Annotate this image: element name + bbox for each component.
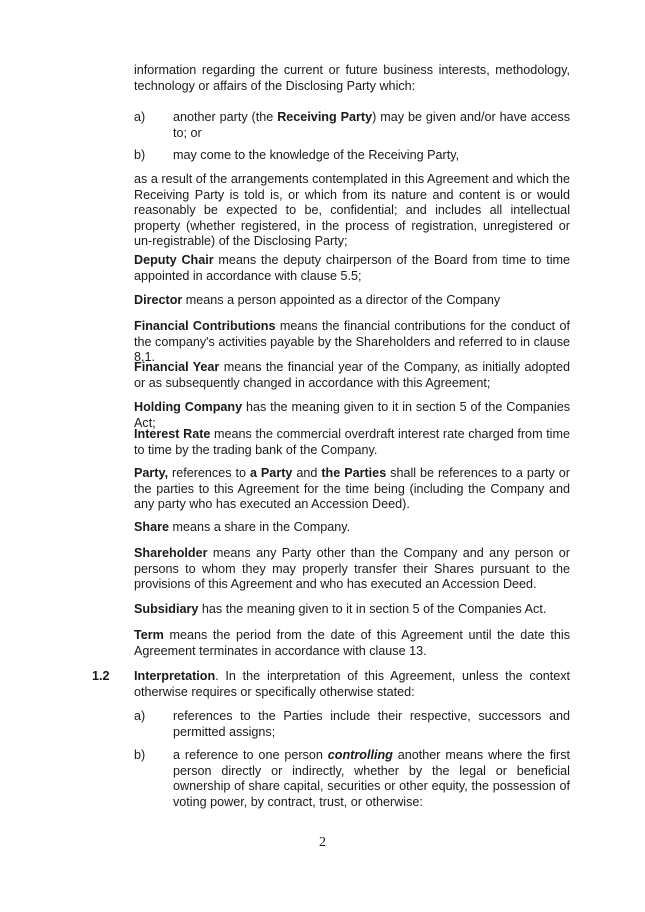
definition-financial-contributions: Financial Contributions means the financial contributions for the conduct of the company's activities payable by the Shareholders and referred to in clause 8.1. bbox=[134, 319, 570, 365]
defined-term: Party, bbox=[134, 466, 169, 480]
list-text: another party (the Receiving Party) may be given and/or have access to; or bbox=[173, 110, 571, 140]
definition-deputy-chair: Deputy Chair means the deputy chairperson of the Board from time to time appointed in accordance with clause 5.5; bbox=[134, 253, 570, 283]
definition-interest-rate: Interest Rate means the commercial overdraft interest rate charged from time to time by the trading bank of the Company. bbox=[134, 427, 570, 457]
defined-term: Deputy Chair bbox=[134, 253, 214, 267]
section-text: Interpretation. In the interpretation of this Agreement, unless the context otherwise requires or specifically otherwise stated: bbox=[134, 669, 570, 699]
intro-paragraph: information regarding the current or future business interests, methodology, technology or affairs of the Disclosing Party which: bbox=[134, 63, 570, 93]
defined-term: Financial Year bbox=[134, 360, 220, 374]
defined-term: Receiving Party bbox=[277, 110, 373, 124]
list-text: references to the Parties include their respective, successors and permitted assigns; bbox=[173, 709, 570, 739]
defined-term: Shareholder bbox=[134, 546, 208, 560]
defined-term: Share bbox=[134, 520, 170, 534]
definition-party: Party, references to a Party and the Parties shall be references to a party or the parties to this Agreement for the time being (including the Company and any party who has executed an Accession Deed). bbox=[134, 466, 570, 512]
defined-term: Subsidiary bbox=[134, 602, 199, 616]
definition-director: Director means a person appointed as a director of the Company bbox=[134, 293, 501, 307]
definition-shareholder: Shareholder means any Party other than the Company and any person or persons to whom they may properly transfer their Shares pursuant to the provisions of this Agreement and who has executed an Accession Deed. bbox=[134, 546, 570, 592]
list-label: b) bbox=[134, 748, 146, 762]
definition-subsidiary: Subsidiary has the meaning given to it in section 5 of the Companies Act. bbox=[134, 602, 547, 616]
list-text: a reference to one person controlling another means where the first person directly or indirectly, whether by the legal or beneficial ownership of share capital, securities or other equity, the possession of voting power, by contract, trust, or otherwise: bbox=[173, 748, 570, 809]
definition-financial-year: Financial Year means the financial year of the Company, as initially adopted or as subsequently changed in accordance with this Agreement; bbox=[134, 360, 570, 390]
defined-term: Director bbox=[134, 293, 183, 307]
page-number: 2 bbox=[319, 835, 326, 850]
defined-term: Interest Rate bbox=[134, 427, 211, 441]
defined-term: controlling bbox=[327, 748, 393, 762]
defined-term: Holding Company bbox=[134, 400, 243, 414]
list-text: may come to the knowledge of the Receiving Party, bbox=[173, 148, 460, 162]
defined-term: Financial Contributions bbox=[134, 319, 276, 333]
section-number: 1.2 bbox=[92, 669, 110, 683]
definition-holding-company: Holding Company has the meaning given to it in section 5 of the Companies Act; bbox=[134, 400, 571, 430]
list-label: b) bbox=[134, 148, 146, 162]
definition-term: Term means the period from the date of this Agreement until the date this Agreement terminates in accordance with clause 13. bbox=[134, 628, 570, 658]
conclusion-paragraph: as a result of the arrangements contemplated in this Agreement and which the Receiving Party is told is, or which from its nature and content is or would reasonably be expected to be, confidential; and includes all intellectual property (whether registered, in the process of registration, unregistered or un-registrable) of the Disclosing Party; bbox=[134, 172, 570, 249]
list-label: a) bbox=[134, 110, 146, 124]
defined-term: Term bbox=[134, 628, 164, 642]
definition-share: Share means a share in the Company. bbox=[134, 520, 351, 534]
section-heading: Interpretation bbox=[134, 669, 216, 683]
list-label: a) bbox=[134, 709, 146, 723]
